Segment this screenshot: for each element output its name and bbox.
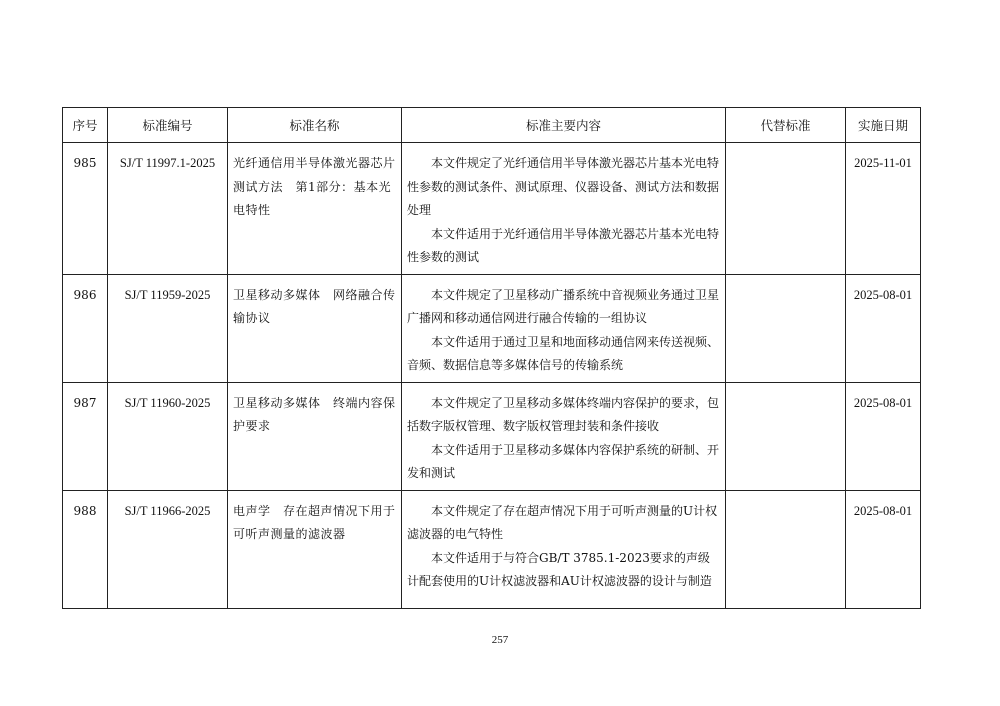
effective-date: 2025-08-01 <box>846 274 921 382</box>
content-paragraph: 本文件适用于光纤通信用半导体激光器芯片基本光电特性参数的测试 <box>407 226 720 264</box>
page-number: 257 <box>491 634 509 646</box>
table-header-row <box>63 108 921 143</box>
content-paragraph: 本文件适用于与符合GB/T 3785.1-2023要求的声级计配套使用的U计权滤波器和AU计权滤波器的设计与制造 <box>407 550 712 588</box>
content-paragraph: 本文件适用于通过卫星和地面移动通信网来传送视频、音频、数据信息等多媒体信号的传输系统 <box>407 334 720 372</box>
replaces-cell <box>726 274 846 382</box>
header-content: 标准主要内容 <box>402 108 726 143</box>
standard-content <box>402 490 726 608</box>
replaces-cell <box>726 382 846 490</box>
standard-name: 电声学 存在超声情况下用于可听声测量的滤波器 <box>228 490 402 608</box>
standards-table <box>62 107 921 609</box>
standard-code: SJ/T 11960-2025 <box>108 382 228 490</box>
row-no: 986 <box>63 274 108 382</box>
standard-name: 光纤通信用半导体激光器芯片测试方法 第1部分：基本光电特性 <box>228 143 402 275</box>
header-code: 标准编号 <box>108 108 228 143</box>
row-no: 988 <box>63 490 108 608</box>
standard-code: SJ/T 11997.1-2025 <box>108 143 228 275</box>
replaces-cell <box>726 143 846 275</box>
table-row <box>63 382 921 490</box>
content-paragraph: 本文件规定了存在超声情况下用于可听声测量的U计权滤波器的电气特性 <box>407 503 718 541</box>
content-paragraph: 本文件规定了卫星移动多媒体终端内容保护的要求，包括数字版权管理、数字版权管理封装和条件接收 <box>407 395 720 433</box>
header-replaces: 代替标准 <box>726 108 846 143</box>
standard-content <box>402 382 726 490</box>
effective-date: 2025-11-01 <box>846 143 921 275</box>
table-row <box>63 143 921 275</box>
effective-date: 2025-08-01 <box>846 490 921 608</box>
table-row <box>63 274 921 382</box>
content-paragraph: 本文件规定了卫星移动广播系统中音视频业务通过卫星广播网和移动通信网进行融合传输的一组协议 <box>407 287 720 325</box>
standard-name: 卫星移动多媒体 网络融合传输协议 <box>228 274 402 382</box>
content-paragraph: 本文件规定了光纤通信用半导体激光器芯片基本光电特性参数的测试条件、测试原理、仪器设备、测试方法和数据处理 <box>407 156 720 217</box>
effective-date: 2025-08-01 <box>846 382 921 490</box>
header-name: 标准名称 <box>228 108 402 143</box>
table-row <box>63 490 921 608</box>
replaces-cell <box>726 490 846 608</box>
standard-name: 卫星移动多媒体 终端内容保护要求 <box>228 382 402 490</box>
standard-content <box>402 274 726 382</box>
standard-code: SJ/T 11959-2025 <box>108 274 228 382</box>
standard-content <box>402 143 726 275</box>
content-paragraph: 本文件适用于卫星移动多媒体内容保护系统的研制、开发和测试 <box>407 442 720 480</box>
header-no: 序号 <box>63 108 108 143</box>
row-no: 985 <box>63 143 108 275</box>
row-no: 987 <box>63 382 108 490</box>
standard-code: SJ/T 11966-2025 <box>108 490 228 608</box>
header-date: 实施日期 <box>846 108 921 143</box>
